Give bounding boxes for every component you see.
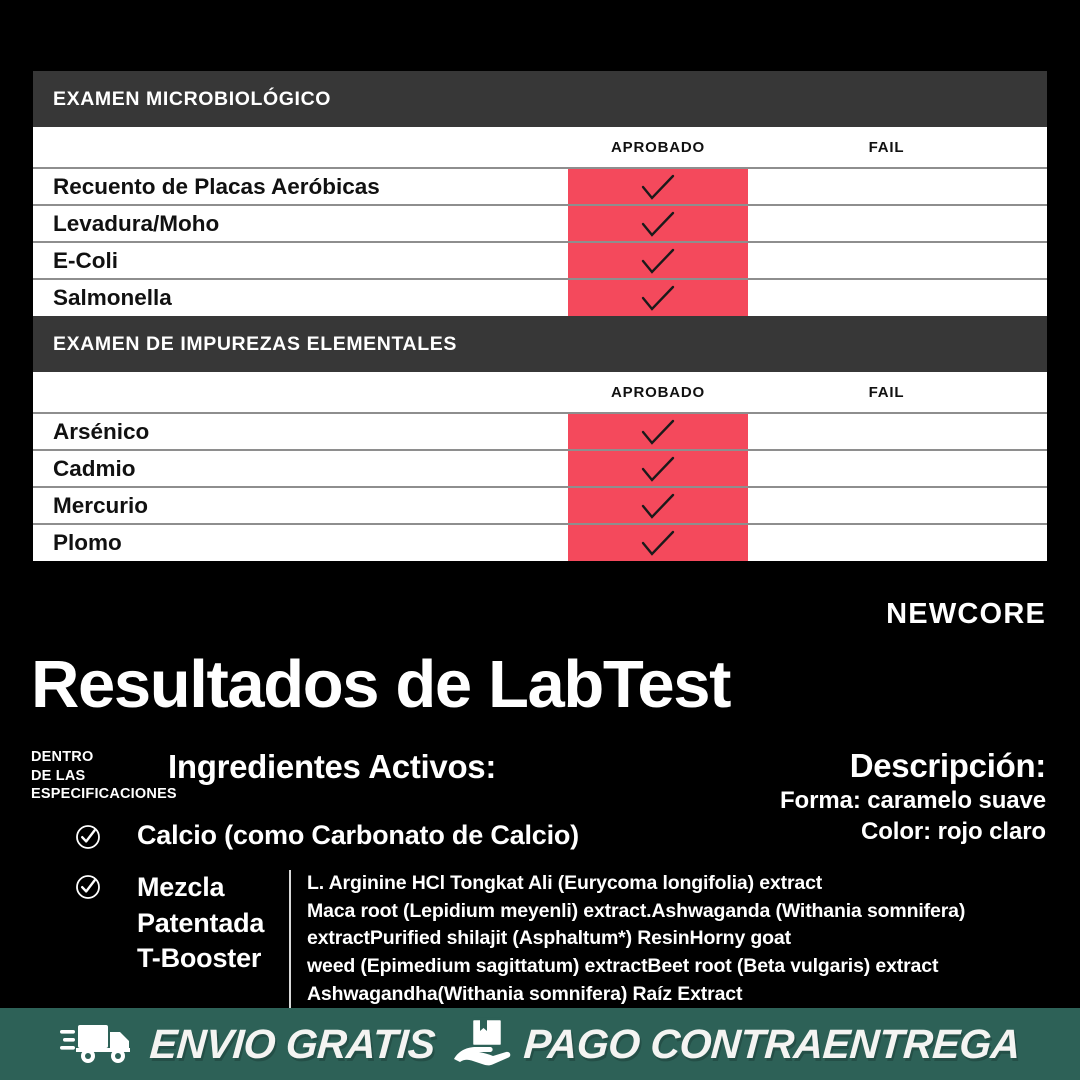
fail-cell xyxy=(748,524,1047,561)
elemental-impurities-results-table xyxy=(33,372,1047,561)
hand-package-icon xyxy=(452,1017,512,1072)
fail-cell xyxy=(748,205,1047,242)
checkmark-icon xyxy=(636,455,680,483)
circle-check-icon xyxy=(75,874,101,900)
column-header-pass: APROBADO xyxy=(568,372,748,413)
circle-check-icon xyxy=(75,824,101,850)
checkmark-icon xyxy=(636,210,680,238)
column-header-name xyxy=(33,372,568,413)
pass-cell xyxy=(568,242,748,279)
blend-detail-line: Maca root (Lepidium meyenli) extract.Ashwaganda (Withania somnifera) xyxy=(307,899,966,922)
table-row xyxy=(33,413,1047,450)
blend-ingredient-details xyxy=(307,870,965,1008)
table-row xyxy=(33,279,1047,316)
section-title: EXAMEN MICROBIOLÓGICO xyxy=(53,87,332,110)
pass-cell xyxy=(568,450,748,487)
fail-cell xyxy=(748,450,1047,487)
pass-cell xyxy=(568,168,748,205)
delivery-truck-icon xyxy=(60,1017,138,1072)
blend-detail-line: L. Arginine HCl Tongkat Ali (Eurycoma longifolia) extract xyxy=(307,872,823,894)
ingredient-label: Mezcla Patentada T-Booster xyxy=(137,872,265,974)
section-title: EXAMEN DE IMPUREZAS ELEMENTALES xyxy=(53,332,457,355)
free-shipping-promo xyxy=(60,1017,435,1072)
checkmark-icon xyxy=(636,492,680,520)
column-header-fail: FAIL xyxy=(748,127,1047,168)
test-name: Mercurio xyxy=(33,487,568,524)
brand-logo: NEWCORE xyxy=(886,598,1046,630)
column-header-fail: FAIL xyxy=(748,372,1047,413)
test-name: Plomo xyxy=(53,530,122,555)
column-header-name xyxy=(33,127,568,168)
vertical-divider xyxy=(289,870,291,1008)
test-name: Cadmio xyxy=(33,450,568,487)
page-title: Resultados de LabTest xyxy=(31,647,731,722)
test-name: Levadura/Moho xyxy=(33,205,568,242)
table-header-row xyxy=(33,372,1047,413)
table-row xyxy=(33,168,1047,205)
spec-badge-line-3: ESPECIFICACIONES xyxy=(31,786,177,803)
table-row xyxy=(33,242,1047,279)
description-title: Descripción: xyxy=(849,747,1046,784)
blend-detail-line: weed (Epimedium sagittatum) extractBeet root (Beta vulgaris) extract xyxy=(307,955,939,978)
spec-badge-line-1: DENTRO xyxy=(31,749,94,765)
ingredient-label: Calcio (como Carbonato de Calcio) xyxy=(137,820,579,850)
checkmark-icon xyxy=(636,173,680,201)
pass-cell xyxy=(568,413,748,450)
ingredients-heading: Ingredientes Activos: xyxy=(168,748,497,785)
test-name: Recuento de Placas Aeróbicas xyxy=(33,168,568,205)
checkmark-icon xyxy=(636,529,680,557)
fail-cell xyxy=(748,279,1047,316)
pass-cell xyxy=(568,524,748,561)
blend-detail-line: extractPurified shilajit (Asphaltum*) ResinHorny goat xyxy=(307,927,791,950)
pass-cell xyxy=(568,487,748,524)
description-form: Forma: caramelo suave xyxy=(779,786,1046,814)
ingredient-item-proprietary-blend xyxy=(75,870,965,1008)
table-row xyxy=(33,450,1047,487)
table-section-header-elemental-impurities xyxy=(33,316,1047,372)
column-header-pass: APROBADO xyxy=(568,127,748,168)
table-row xyxy=(33,487,1047,524)
pass-cell xyxy=(568,205,748,242)
checkmark-icon xyxy=(636,418,680,446)
fail-cell xyxy=(748,168,1047,205)
within-specifications-badge xyxy=(31,748,177,804)
test-name: Arsénico xyxy=(33,413,568,450)
cash-on-delivery-promo xyxy=(452,1017,1023,1072)
cash-on-delivery-label: PAGO CONTRAENTREGA xyxy=(522,1020,1023,1067)
free-shipping-label: ENVIO GRATIS xyxy=(148,1020,437,1067)
promo-banner xyxy=(0,1008,1080,1080)
test-name: E-Coli xyxy=(33,242,568,279)
blend-detail-line: Ashwagandha(Withania somnifera) Raíz Extract xyxy=(307,982,743,1005)
spec-badge-line-2: DE LAS xyxy=(31,767,86,784)
fail-cell xyxy=(748,413,1047,450)
table-row xyxy=(33,524,1047,561)
table-row xyxy=(33,205,1047,242)
checkmark-icon xyxy=(636,284,680,312)
table-header-row xyxy=(33,127,1047,168)
test-name: Salmonella xyxy=(53,285,172,310)
fail-cell xyxy=(748,487,1047,524)
fail-cell xyxy=(748,242,1047,279)
ingredient-item-calcium xyxy=(75,820,579,851)
microbiological-results-table xyxy=(33,127,1047,316)
description-panel xyxy=(780,748,1046,847)
description-color: Color: rojo claro xyxy=(861,818,1046,846)
checkmark-icon xyxy=(636,247,680,275)
table-section-header-microbiological xyxy=(33,71,1047,127)
pass-cell xyxy=(568,279,748,316)
lab-results-panel xyxy=(33,71,1047,561)
